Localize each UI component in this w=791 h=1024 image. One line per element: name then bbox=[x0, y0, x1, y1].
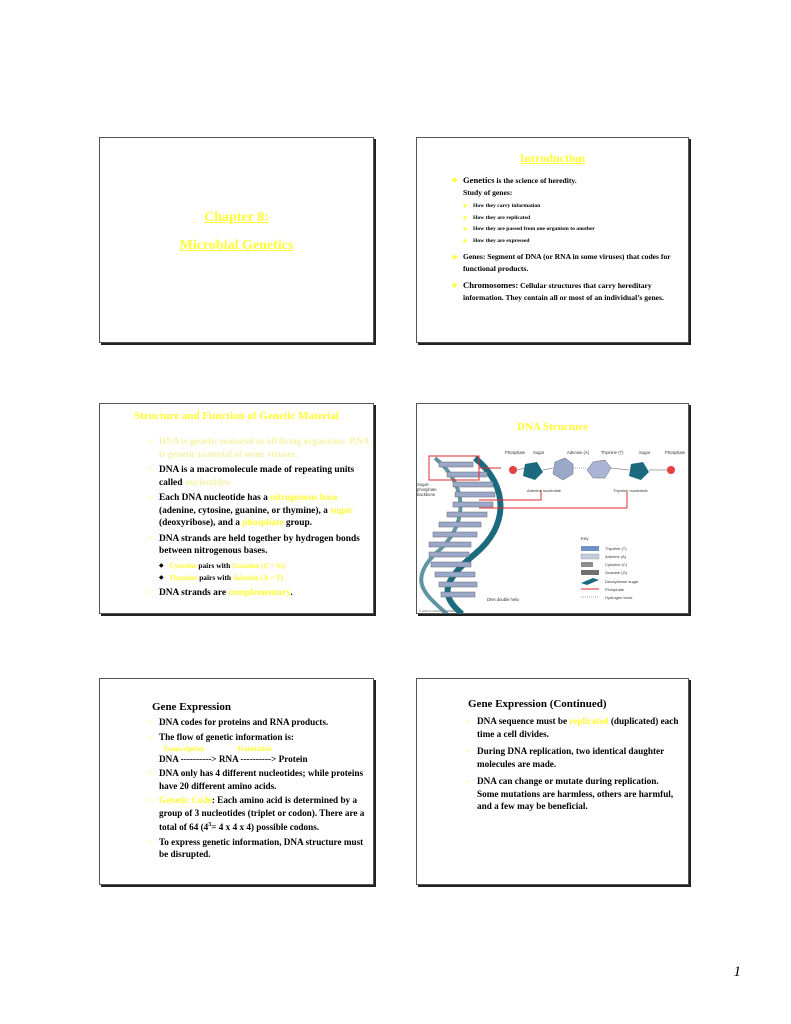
base-pair bbox=[447, 472, 487, 477]
phosphate-group bbox=[667, 466, 675, 474]
base-pair bbox=[431, 562, 471, 567]
base-pair bbox=[455, 492, 495, 497]
slide-title: Chapter 8: bbox=[204, 210, 269, 225]
base-pair bbox=[429, 552, 469, 557]
bullet-list bbox=[453, 174, 683, 308]
list-item: ◆ Chromosomes: Cellular structures that carry hereditary information. They contain all or most of an individual’s genes. bbox=[453, 279, 683, 304]
bullet-list bbox=[148, 716, 372, 863]
header-label: Sugar bbox=[533, 450, 545, 455]
base-pair bbox=[453, 502, 493, 507]
key-legend bbox=[581, 546, 639, 600]
list-item: ◆ How they are replicated bbox=[463, 213, 683, 225]
base-pair bbox=[429, 542, 471, 547]
key-swatch bbox=[581, 554, 599, 559]
slide-subtitle: Microbial Genetics bbox=[179, 238, 294, 253]
helix-label: DNA double helix bbox=[487, 597, 520, 602]
list-item: ◆ How they are expressed bbox=[463, 236, 683, 248]
header-label: Sugar bbox=[639, 450, 651, 455]
list-item: ◆ Thymine pairs with Adenine (A = T) bbox=[159, 572, 370, 584]
flow-labels: Transcription Translation bbox=[163, 745, 272, 753]
base-pair bbox=[441, 592, 475, 597]
key-swatch bbox=[581, 562, 593, 567]
slide-title: DNA Structure bbox=[517, 421, 588, 433]
header-label: Phosphate bbox=[665, 450, 686, 455]
key-swatch bbox=[581, 578, 599, 585]
list-item: ◦ DNA is a macromolecule made of repeating units called nucleotides. bbox=[148, 464, 370, 489]
key-swatch bbox=[581, 546, 599, 551]
list-item: ◦ DNA strands are complementary. bbox=[148, 587, 370, 600]
list-item: ◆ Genetics is the science of heredity. Study of genes: ◆ How they carry information ◆ How they are replicated ◆ How they are passed from one organism to another ◆ How they are expressed bbox=[453, 174, 683, 247]
base-pairs bbox=[429, 462, 495, 597]
slide-title: Structure and Function of Genetic Material bbox=[134, 410, 339, 422]
bullet-list bbox=[466, 715, 688, 817]
slide-2 bbox=[416, 137, 689, 343]
slide-1 bbox=[99, 137, 374, 343]
base-pair bbox=[435, 572, 475, 577]
sub-list bbox=[159, 560, 370, 584]
header-label: Adenine (A) bbox=[567, 450, 590, 455]
base-pair bbox=[439, 582, 477, 587]
key-label: Cytosine (C) bbox=[605, 562, 628, 567]
key-label: Hydrogen bond bbox=[605, 595, 633, 600]
copyright: © 2002 ALANDON/SUMMERS bbox=[419, 609, 458, 613]
note: Some mutations are harmless, others are harmful, and a few may be beneficial. bbox=[477, 788, 674, 811]
key-label: Adenine (A) bbox=[605, 554, 627, 559]
adenine-base bbox=[553, 458, 573, 480]
backbone-label: Sugar- bbox=[417, 482, 430, 487]
phosphate-group bbox=[509, 466, 517, 474]
list-item: ◦ DNA is genetic material in all living organisms. RNA is genetic material of some viruses. bbox=[148, 436, 370, 461]
base-pair bbox=[439, 462, 473, 467]
backbone-label: backbone bbox=[417, 492, 436, 497]
list-item: ◦ The flow of genetic information is: Transcription Translation DNA ----------> RNA ----------> Protein bbox=[148, 731, 372, 766]
key-label: Thymine (T) bbox=[605, 546, 627, 551]
list-item: ◦ Genetic Code: Each amino acid is determined by a group of 3 nucleotides (triplet or codon). There are a total of 64 ($4^3= 4$ x 4 x 4) possible codons. bbox=[148, 794, 372, 834]
list-item: ◦ Each DNA nucleotide has a nitrogenous base (adenine, cytosine, guanine, or thymine), a sugar (deoxyribose), and a phosphate group. bbox=[148, 492, 370, 530]
thymine-base bbox=[587, 460, 611, 478]
deoxyribose-sugar bbox=[523, 462, 543, 480]
base-pair bbox=[453, 482, 493, 487]
base-pair bbox=[433, 532, 477, 537]
thymine-nucleotide-label: Thymine nucleotide bbox=[613, 488, 648, 493]
key-swatch bbox=[581, 570, 599, 575]
flow-line: DNA ----------> RNA ----------> Protein bbox=[159, 754, 308, 764]
slide-3 bbox=[99, 403, 374, 614]
key-title: Key bbox=[581, 536, 589, 541]
list-item: ◦ DNA strands are held together by hydrogen bonds between nitrogenous bases. ◆ Cytosine pairs with Guanine (C = G) ◆ Thymine pairs with Adenine (A = T) bbox=[148, 533, 370, 584]
base-pair bbox=[447, 512, 487, 517]
slide-5 bbox=[99, 678, 374, 885]
slide-title: Gene Expression bbox=[152, 701, 231, 713]
list-item: ◦ DNA codes for proteins and RNA products. bbox=[148, 716, 372, 729]
list-item: ◦ DNA sequence must be replicated (duplicated) each time a cell divides. bbox=[466, 715, 688, 740]
slide-title: Introduction bbox=[519, 151, 586, 165]
page-number: 1 bbox=[733, 964, 741, 980]
key-label: Phosphate bbox=[605, 587, 625, 592]
list-item: ◦ During DNA replication, two identical daughter molecules are made. bbox=[466, 745, 688, 770]
slide-title: Gene Expression (Continued) bbox=[468, 698, 607, 710]
list-item: ◆ Genes: Segment of DNA (or RNA in some viruses) that codes for functional products. bbox=[453, 251, 683, 275]
list-item: ◆ How they carry information bbox=[463, 201, 683, 213]
base-pair bbox=[439, 522, 481, 527]
slide-4 bbox=[416, 403, 689, 614]
list-item: ◦ DNA can change or mutate during replication. Some mutations are harmless, others are harmful, and a few may be beneficial. bbox=[466, 775, 688, 812]
list-item: ◦ To express genetic information, DNA structure must be disrupted. bbox=[148, 836, 372, 861]
key-label: Guanine (G) bbox=[605, 570, 628, 575]
deoxyribose-sugar bbox=[629, 462, 649, 480]
key-label: Deoxyribose sugar bbox=[605, 579, 639, 584]
dna-structure-diagram bbox=[417, 446, 690, 614]
list-item: ◆ Cytosine pairs with Guanine (C = G) bbox=[159, 560, 370, 572]
backbone-label: phosphate bbox=[417, 487, 437, 492]
header-label: Phosphate bbox=[505, 450, 526, 455]
list-item: ◆ How they are passed from one organism to another bbox=[463, 224, 683, 236]
bullet-list bbox=[148, 436, 370, 602]
slide-6 bbox=[416, 678, 689, 885]
header-label: Thymine (T) bbox=[601, 450, 624, 455]
sub-list bbox=[463, 201, 683, 247]
adenine-nucleotide-label: Adenine nucleotide bbox=[527, 488, 562, 493]
list-item: ◦ DNA only has 4 different nucleotides; while proteins have 20 different amino acids. bbox=[148, 767, 372, 792]
